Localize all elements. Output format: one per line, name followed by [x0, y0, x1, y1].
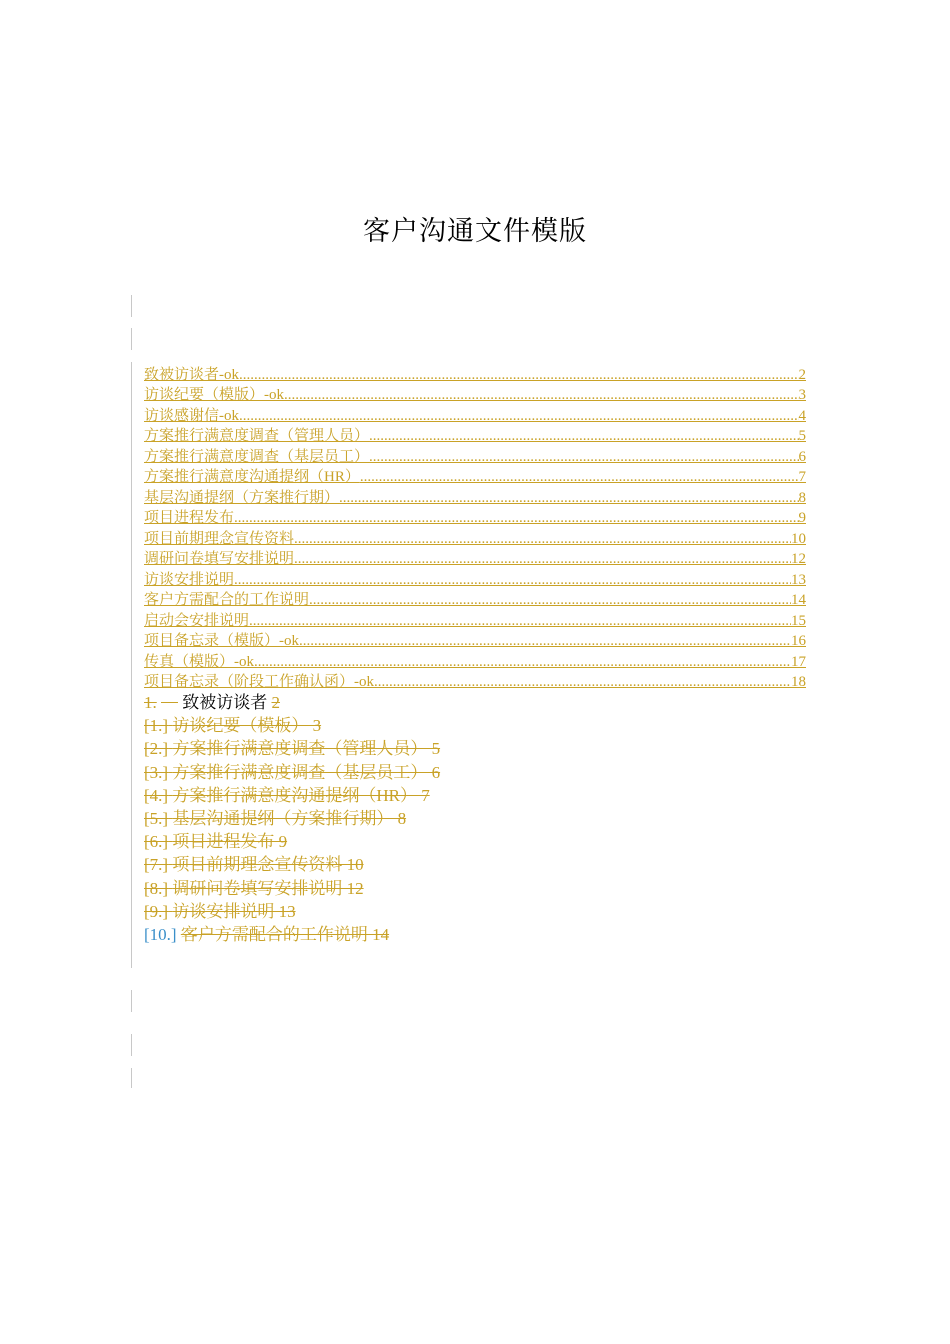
toc-entry[interactable] [144, 363, 806, 384]
old-toc-item[interactable] [144, 854, 744, 877]
toc-entry-title: 方案推行满意度调查（管理人员） [144, 428, 370, 444]
old-toc-text: 方案推行满意度调查（基层员工） 6 [172, 762, 441, 782]
toc-entry-title: 客户方需配合的工作说明 [144, 592, 310, 608]
document-title: 客户沟通文件模版 [363, 216, 587, 247]
toc-leader-dots [360, 468, 799, 486]
old-toc-number: [10.] [144, 924, 177, 944]
old-toc-text: 方案推行满意度沟通提纲（HR） 7 [172, 785, 430, 805]
toc-entry[interactable] [144, 548, 806, 569]
toc-entry-title: 方案推行满意度调查（基层员工） [144, 448, 370, 465]
toc-entry-page: 13 [791, 571, 806, 588]
toc-leader-dots [369, 448, 798, 466]
old-toc-item[interactable] [144, 715, 744, 738]
toc-entry-page: 3 [798, 387, 806, 403]
toc-entry-page: 15 [791, 612, 806, 629]
old-toc-item[interactable] [144, 808, 744, 831]
toc-entry-page: 4 [798, 407, 806, 424]
toc-entry[interactable] [144, 507, 806, 528]
toc-leader-dots [234, 571, 791, 589]
toc-entry[interactable] [144, 650, 806, 671]
toc-entry-title: 方案推行满意度沟通提纲（HR） [144, 469, 360, 485]
toc-entry-title: 项目备忘录（模版）-ok [144, 633, 299, 649]
change-bar [131, 362, 132, 968]
toc-entry-page: 14 [791, 592, 806, 608]
toc-entry[interactable] [144, 527, 806, 548]
toc-entry[interactable] [144, 425, 806, 446]
old-toc-last[interactable] [144, 924, 744, 947]
old-toc-item[interactable] [144, 785, 744, 808]
toc-leader-dots [374, 673, 791, 691]
toc-leader-dots [294, 530, 791, 548]
old-toc-number: [2.] [144, 739, 169, 759]
old-toc-text: 调研问卷填写安排说明 12 [172, 878, 364, 898]
toc-entry-page: 12 [791, 551, 806, 567]
toc-entry[interactable] [144, 445, 806, 466]
toc-entry-title: 项目备忘录（阶段工作确认函）-ok [144, 674, 374, 690]
toc-leader-dots [284, 386, 799, 404]
toc-entry-title: 基层沟通提纲（方案推行期） [144, 489, 340, 506]
old-toc-items [144, 715, 744, 924]
old-toc-text: 基层沟通提纲（方案推行期） 8 [172, 808, 407, 828]
old-toc-page: 2 [271, 693, 280, 712]
change-bar [131, 1034, 132, 1056]
toc-leader-dots [299, 632, 791, 650]
toc-entry-title: 访谈纪要（模版）-ok [144, 387, 284, 403]
old-toc-text: 项目进程发布 9 [172, 832, 288, 852]
toc-entry-title: 访谈安排说明 [144, 571, 235, 588]
toc-leader-dots [234, 509, 798, 527]
old-toc-text: 方案推行满意度调查（管理人员） 5 [172, 739, 441, 759]
toc-entry[interactable] [144, 486, 806, 507]
toc-leader-dots [369, 427, 798, 445]
old-toc-item[interactable] [144, 878, 744, 901]
toc-entry-page: 10 [791, 530, 806, 547]
toc-entry[interactable] [144, 630, 806, 651]
old-toc-number: [6.] [144, 832, 169, 852]
toc-entry-page: 6 [798, 448, 806, 465]
toc-leader-dots [309, 591, 791, 609]
toc-entry-page: 16 [791, 633, 806, 649]
toc-entry-page: 7 [798, 469, 806, 485]
old-toc-text: 客户方需配合的工作说明 14 [180, 924, 390, 944]
toc-entry-title: 项目前期理念宣传资料 [144, 530, 295, 547]
toc-entry-page: 9 [798, 510, 806, 526]
toc-entry-title: 传真（模版）-ok [144, 653, 254, 670]
toc-entry-page: 8 [798, 489, 806, 506]
toc-entry-page: 18 [791, 674, 806, 690]
change-bar [131, 1068, 132, 1088]
change-bar [131, 990, 132, 1012]
toc-entry-page: 2 [798, 366, 806, 383]
old-toc-number: [1.] [144, 716, 169, 736]
table-of-contents [144, 363, 806, 691]
toc-entry[interactable] [144, 384, 806, 405]
old-toc-first[interactable] [144, 692, 744, 715]
old-toc-number: [9.] [144, 901, 169, 921]
old-toc-item[interactable] [144, 738, 744, 761]
toc-entry[interactable] [144, 568, 806, 589]
toc-entry[interactable] [144, 609, 806, 630]
old-toc-text: 项目前期理念宣传资料 10 [172, 855, 364, 875]
toc-entry-title: 调研问卷填写安排说明 [144, 551, 295, 567]
old-toc-item[interactable] [144, 762, 744, 785]
change-bar [131, 295, 132, 317]
toc-leader-dots [239, 407, 799, 425]
toc-entry[interactable] [144, 589, 806, 610]
old-toc-number: 1. [144, 693, 157, 712]
old-toc-title: 致被访谈者 [182, 693, 268, 712]
old-toc-item[interactable] [144, 901, 744, 924]
old-toc-number: [4.] [144, 785, 169, 805]
toc-entry[interactable] [144, 404, 806, 425]
toc-leader-dots [249, 612, 791, 630]
old-toc-number: [3.] [144, 762, 169, 782]
toc-entry-title: 项目进程发布 [144, 510, 235, 526]
toc-entry-title: 启动会安排说明 [144, 612, 250, 629]
change-bar [131, 328, 132, 350]
toc-leader-dots [239, 366, 799, 384]
old-toc-number: [7.] [144, 855, 169, 875]
old-toc-text: 访谈纪要（模板） 3 [172, 716, 322, 736]
toc-entry-title: 致被访谈者-ok [144, 366, 239, 383]
toc-entry-title: 访谈感谢信-ok [144, 407, 239, 424]
old-toc-text: 访谈安排说明 13 [172, 901, 296, 921]
toc-leader-dots [339, 489, 798, 507]
toc-leader-dots [294, 550, 791, 568]
old-toc-item[interactable] [144, 831, 744, 854]
old-toc-list [144, 692, 744, 947]
toc-entry[interactable] [144, 671, 806, 692]
toc-entry-page: 17 [791, 653, 806, 670]
toc-leader-dots [254, 653, 791, 671]
toc-entry[interactable] [144, 466, 806, 487]
toc-entry-page: 5 [798, 428, 806, 444]
old-toc-number: [8.] [144, 878, 169, 898]
old-toc-number: [5.] [144, 808, 169, 828]
